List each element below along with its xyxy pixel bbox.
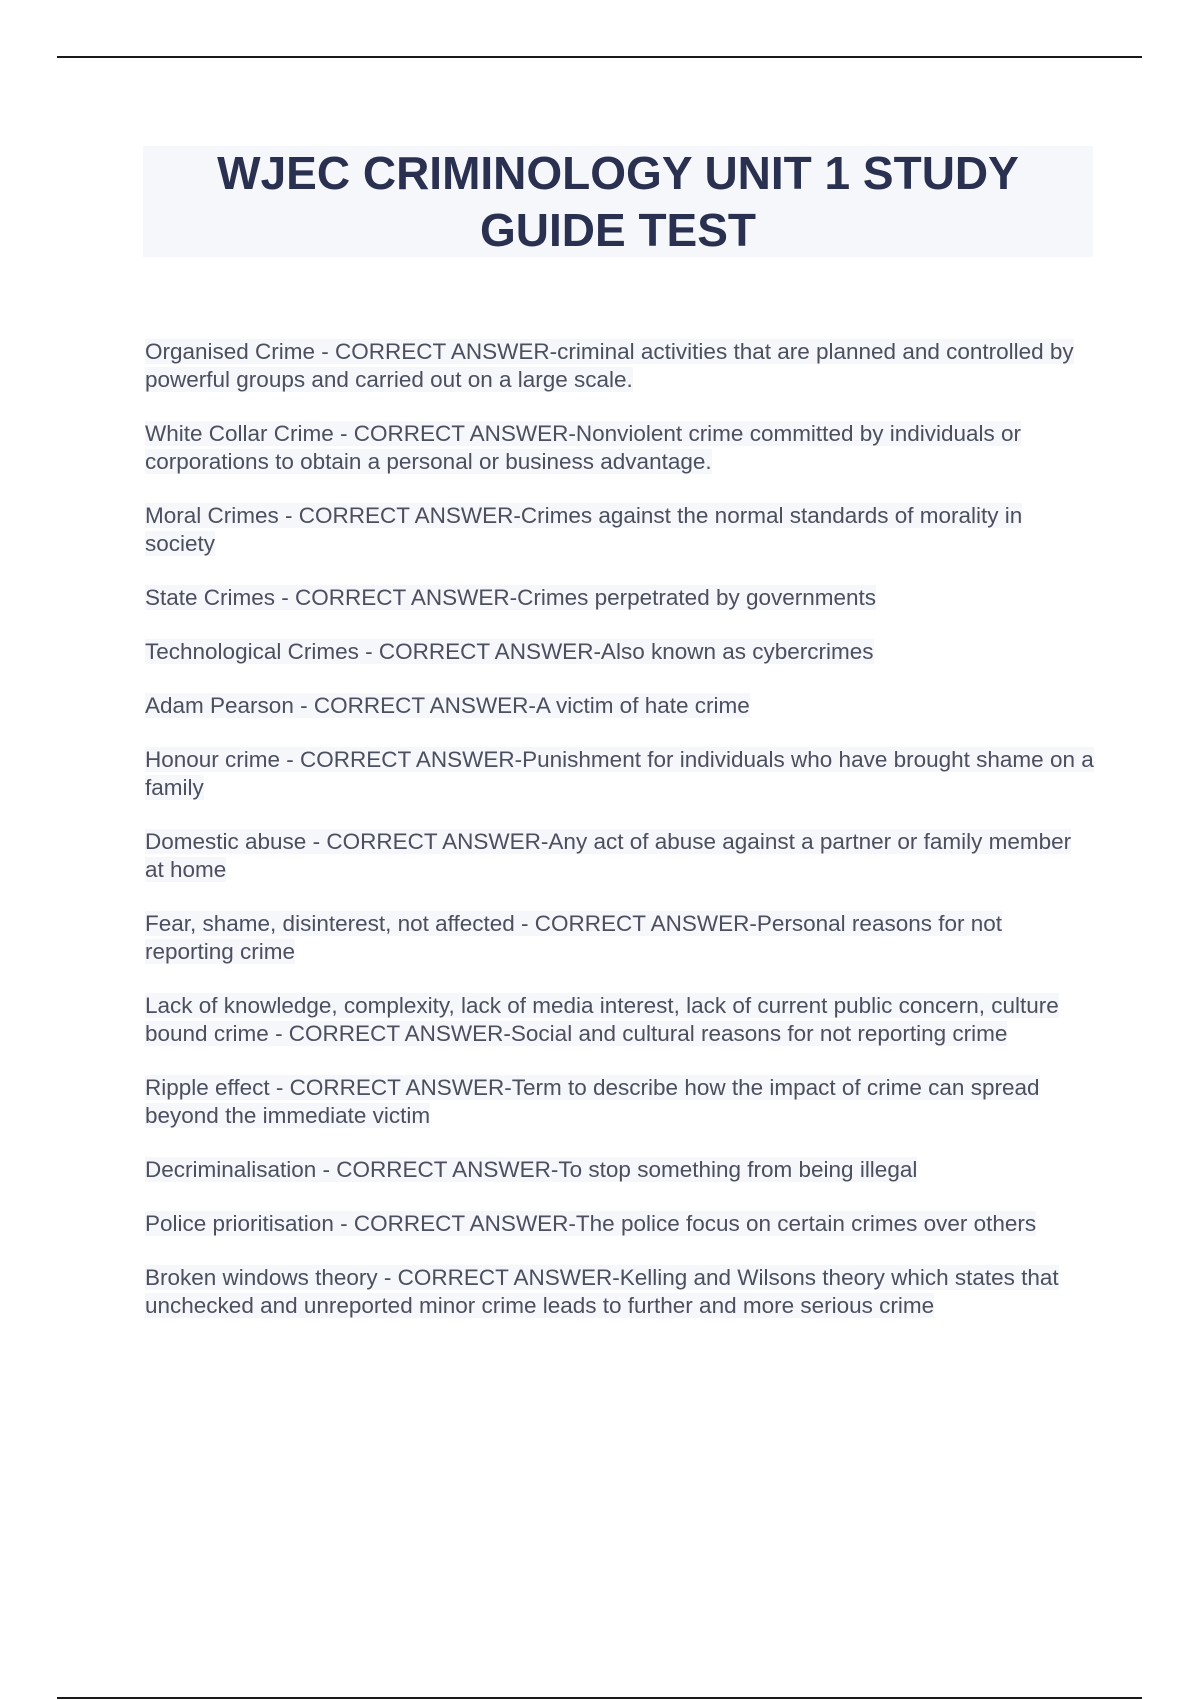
list-item (145, 638, 1095, 666)
list-item (145, 910, 1095, 966)
list-item (145, 828, 1095, 884)
top-rule (57, 56, 1142, 58)
list-item (145, 502, 1095, 558)
document-title: WJEC CRIMINOLOGY UNIT 1 STUDY GUIDE TEST (217, 146, 1019, 256)
list-item (145, 584, 1095, 612)
list-item (145, 692, 1095, 720)
list-item (145, 1210, 1095, 1238)
list-item (145, 420, 1095, 476)
entry-text: Adam Pearson - CORRECT ANSWER-A victim of hate crime (145, 693, 750, 718)
entry-text: Honour crime - CORRECT ANSWER-Punishment for individuals who have brought shame on a family (145, 747, 1094, 800)
entry-text: Police prioritisation - CORRECT ANSWER-The police focus on certain crimes over others (145, 1211, 1037, 1236)
title-box (143, 146, 1093, 257)
entry-text: Moral Crimes - CORRECT ANSWER-Crimes against the normal standards of morality in society (145, 503, 1023, 556)
entry-text: Organised Crime - CORRECT ANSWER-criminal activities that are planned and controlled by powerful groups and carried out on a large scale. (145, 339, 1074, 392)
list-item (145, 1264, 1095, 1320)
entry-text: White Collar Crime - CORRECT ANSWER-Nonviolent crime committed by individuals or corporations to obtain a personal or business advantage. (145, 421, 1022, 474)
list-item (145, 992, 1095, 1048)
entry-text: Lack of knowledge, complexity, lack of media interest, lack of current public concern, culture bound crime - CORRECT ANSWER-Social and cultural reasons for not reporting crime (145, 993, 1059, 1046)
entry-text: Broken windows theory - CORRECT ANSWER-Kelling and Wilsons theory which states that unchecked and unreported minor crime leads to further and more serious crime (145, 1265, 1059, 1318)
list-item (145, 338, 1095, 394)
entry-text: Technological Crimes - CORRECT ANSWER-Also known as cybercrimes (145, 639, 874, 664)
list-item (145, 1156, 1095, 1184)
entry-list (145, 338, 1095, 1346)
entry-text: Fear, shame, disinterest, not affected - CORRECT ANSWER-Personal reasons for not reporting crime (145, 911, 1003, 964)
list-item (145, 746, 1095, 802)
entry-text: State Crimes - CORRECT ANSWER-Crimes perpetrated by governments (145, 585, 877, 610)
entry-text: Ripple effect - CORRECT ANSWER-Term to describe how the impact of crime can spread beyond the immediate victim (145, 1075, 1040, 1128)
list-item (145, 1074, 1095, 1130)
bottom-rule (57, 1697, 1142, 1699)
entry-text: Domestic abuse - CORRECT ANSWER-Any act of abuse against a partner or family member at home (145, 829, 1072, 882)
entry-text: Decriminalisation - CORRECT ANSWER-To stop something from being illegal (145, 1157, 918, 1182)
